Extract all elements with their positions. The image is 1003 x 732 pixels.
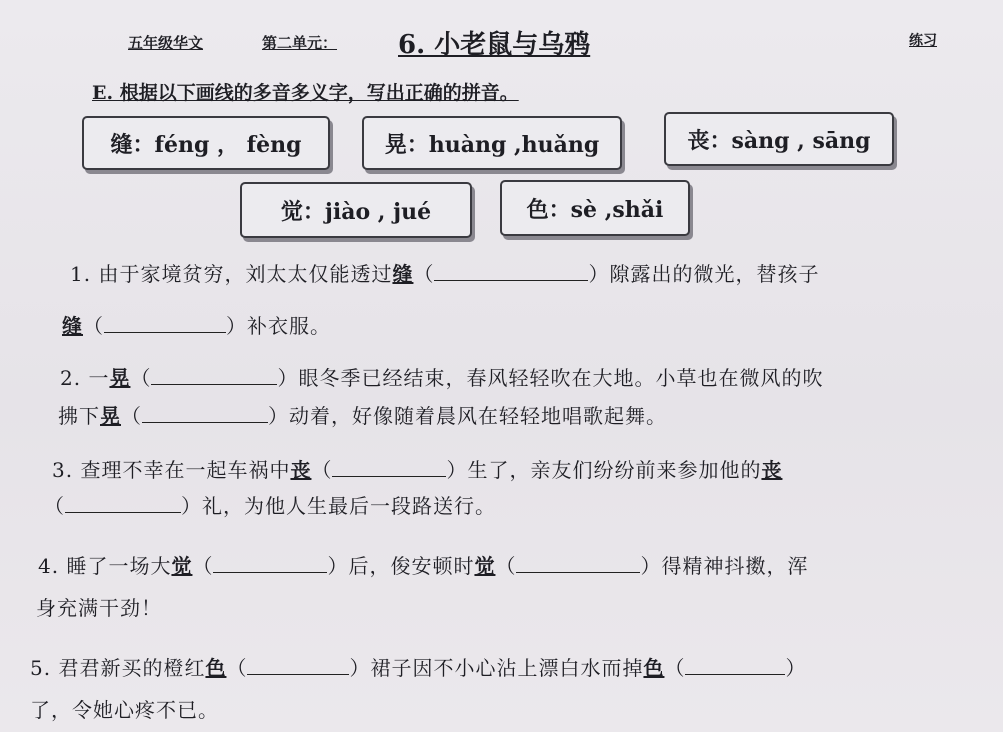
instruction-text: E. 根据以下画线的多音多义字，写出正确的拼音。 <box>92 82 519 104</box>
target-char: 色 <box>205 656 227 680</box>
question-3-line-2: （ ）礼，为他人生最后一段路送行。 <box>44 490 496 519</box>
box-char: 色 <box>526 196 549 223</box>
pinyin-box-huang <box>362 116 622 170</box>
pinyin-box-jiao <box>240 182 472 238</box>
answer-blank[interactable] <box>142 400 268 423</box>
question-2-line-1: 2. 一晃（ ）眼冬季已经结束，春风轻轻吹在大地。小草也在微风的吹 <box>60 362 823 391</box>
lesson-title: 6. 小老鼠与乌鸦 <box>398 30 591 60</box>
box-pinyin: ：sàng , sāng <box>709 127 871 154</box>
question-text: 礼，为他人生最后一段路送行。 <box>202 494 496 518</box>
question-text: 由于家境贫穷，刘太太仅能透过 <box>98 262 393 286</box>
pinyin-box-sang <box>664 112 894 166</box>
question-text: 了，令她心疼不已。 <box>30 698 219 722</box>
question-3-line-1: 3. 查理不幸在一起车祸中丧（ ）生了，亲友们纷纷前来参加他的丧 <box>52 454 782 483</box>
box-pinyin: ：féng ， fèng <box>132 131 302 158</box>
header-unit: 第二单元： <box>262 34 338 52</box>
question-text: 睡了一场大 <box>66 554 172 578</box>
question-text: 动着，好像随着晨风在轻轻地唱歌起舞。 <box>289 404 667 428</box>
question-number: 2. 一 <box>60 366 110 390</box>
answer-blank[interactable] <box>65 490 181 513</box>
target-char: 觉 <box>171 554 193 578</box>
answer-blank[interactable] <box>213 550 327 573</box>
question-number: 3. <box>52 458 74 482</box>
question-number: 5. <box>30 656 52 680</box>
question-number: 1. <box>70 262 92 286</box>
question-text: 君君新买的橙红 <box>58 656 206 680</box>
question-text: 后，俊安顿时 <box>348 554 475 578</box>
target-char: 觉 <box>474 554 496 578</box>
target-char: 丧 <box>290 458 312 482</box>
question-text: 眼冬季已经结束，春风轻轻吹在大地。小草也在微风的吹 <box>298 366 824 390</box>
box-pinyin: ：sè ,shǎi <box>548 196 664 223</box>
target-char: 缝 <box>62 314 83 338</box>
question-4-line-2 <box>36 592 162 621</box>
target-char: 色 <box>643 656 665 680</box>
target-char: 缝 <box>392 262 414 286</box>
box-pinyin: ：huàng ,huǎng <box>406 131 600 158</box>
answer-blank[interactable] <box>434 258 588 281</box>
target-char: 丧 <box>761 458 783 482</box>
target-char: 晃 <box>100 404 121 428</box>
question-text: 得精神抖擞，浑 <box>661 554 809 578</box>
question-4-line-1: 4. 睡了一场大觉（ ）后，俊安顿时觉（ ）得精神抖擞，浑 <box>38 550 808 579</box>
question-2-line-2: 拂下晃（ ）动着，好像随着晨风在轻轻地唱歌起舞。 <box>58 400 667 429</box>
box-pinyin: ：jiào , jué <box>302 198 432 225</box>
answer-blank[interactable] <box>332 454 446 477</box>
question-text: 拂下 <box>58 404 100 428</box>
question-text: 生了，亲友们纷纷前来参加他的 <box>467 458 762 482</box>
box-char: 晃 <box>384 131 407 158</box>
question-text: 裙子因不小心沾上漂白水而掉 <box>370 656 644 680</box>
question-5-line-1: 5. 君君新买的橙红色（ ）裙子因不小心沾上漂白水而掉色（ ） <box>30 652 806 681</box>
question-1-line-2: 缝（ ）补衣服。 <box>62 310 331 339</box>
question-5-line-2 <box>30 694 219 723</box>
box-char: 觉 <box>280 198 303 225</box>
answer-blank[interactable] <box>516 550 640 573</box>
header-practice: 练习 <box>909 33 937 49</box>
question-1-line-1: 1. 由于家境贫穷，刘太太仅能透过缝（ ）隙露出的微光，替孩子 <box>70 258 819 287</box>
question-text: 隙露出的微光，替孩子 <box>609 262 820 286</box>
pinyin-box-feng <box>82 116 330 170</box>
answer-blank[interactable] <box>685 652 785 675</box>
answer-blank[interactable] <box>151 362 277 385</box>
question-number: 4. <box>38 554 60 578</box>
question-text: 身充满干劲！ <box>36 596 162 620</box>
box-char: 丧 <box>687 127 710 154</box>
box-char: 缝 <box>110 131 133 158</box>
answer-blank[interactable] <box>247 652 349 675</box>
question-text: 补衣服。 <box>247 314 331 338</box>
header-grade: 五年级华文 <box>128 34 204 52</box>
question-text: 查理不幸在一起车祸中 <box>80 458 291 482</box>
answer-blank[interactable] <box>104 310 226 333</box>
pinyin-box-se <box>500 180 690 236</box>
target-char: 晃 <box>109 366 131 390</box>
